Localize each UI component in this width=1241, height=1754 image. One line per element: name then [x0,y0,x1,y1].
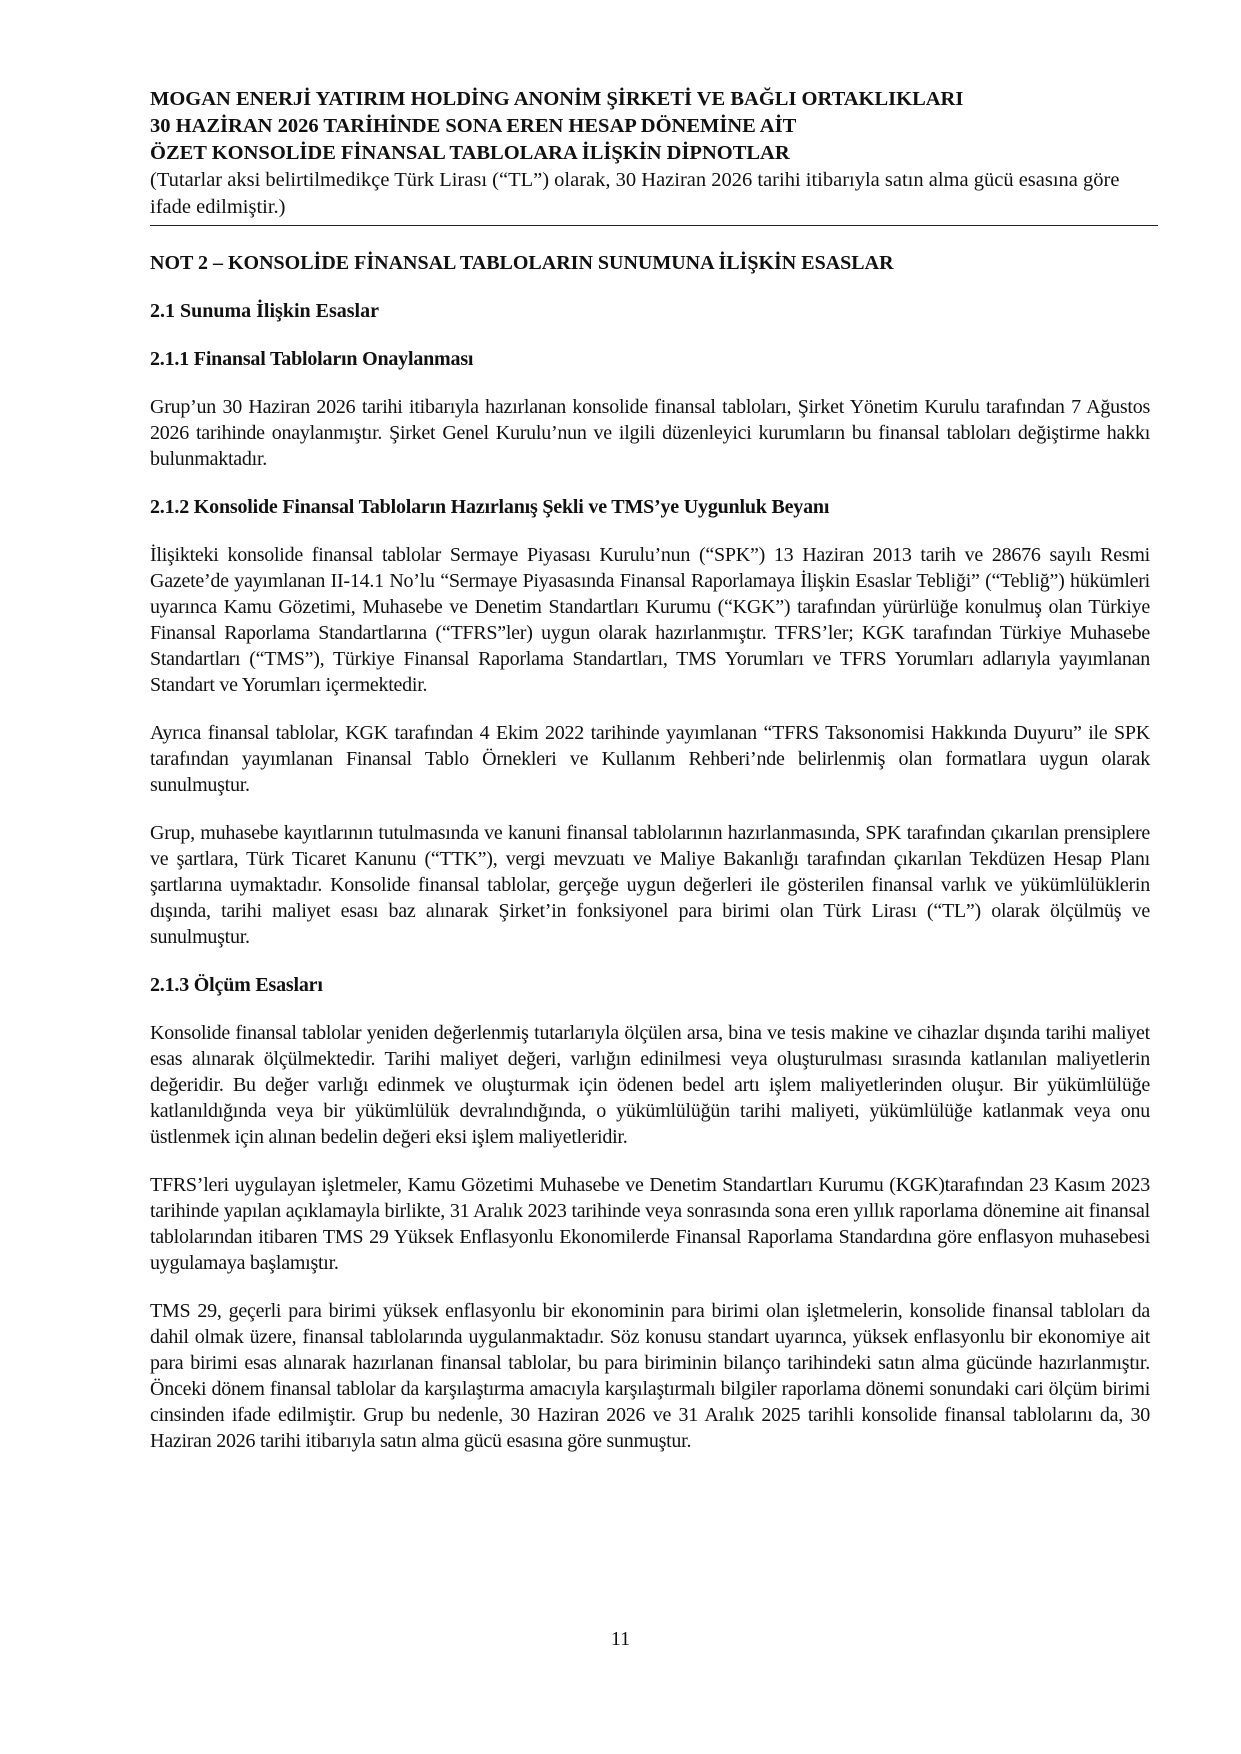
page-number: 11 [610,1628,631,1650]
paragraph: Grup’un 30 Haziran 2026 tarihi itibarıyla hazırlanan konsolide finansal tabloları, Şirket Yönetim Kurulu tarafından 7 Ağustos 2026 tarihinde onaylanmıştır. Şirket Genel Kurulu’nun ve ilgili düzenleyici kurumların bu finansal tabloları değiştirme hakkı bulunmaktadır. [150,396,1150,470]
paragraph: TMS 29, geçerli para birimi yüksek enflasyonlu bir ekonominin para birimi olan işletmelerin, konsolide finansal tabloları da dahil olmak üzere, finansal tablolarında uygulanmaktadır. Söz konusu standart uyarınca, yüksek enflasyonlu bir ekonomiye ait para birimi esas alınarak hazırlanan finansal tablolar, bu para biriminin bilanço tarihindeki satın alma gücünde hazırlanmıştır. Önceki dönem finansal tablolar da karşılaştırma amacıyla karşılaştırmalı bilgiler raporlama dönemi sonundaki cari ölçüm birimi cinsinden ifade edilmiştir. Grup bu nedenle, 30 Haziran 2026 ve 31 Aralık 2025 tarihli konsolide finansal tablolarını da, 30 Haziran 2026 tarihi itibarıyla satın alma gücü esasına göre sunmuştur. [150,1300,1150,1452]
company-title: MOGAN ENERJİ YATIRIM HOLDİNG ANONİM ŞİRKETİ VE BAĞLI ORTAKLIKLARI [150,88,964,110]
paragraph: İlişikteki konsolide finansal tablolar Sermaye Piyasası Kurulu’nun (“SPK”) 13 Haziran 2013 tarih ve 28676 sayılı Resmi Gazete’de yayımlanan II-14.1 No’lu “Sermaye Piyasasında Finansal Raporlamaya İlişkin Esaslar Tebliği” (“Tebliğ”) hükümleri uyarınca Kamu Gözetimi, Muhasebe ve Denetim Standartları Kurumu (“KGK”) tarafından yürürlüğe konulmuş olan Türkiye Finansal Raporlama Standartlarına (“TFRS”ler) uygun olarak hazırlanmıştır. TFRS’ler; KGK tarafından Türkiye Muhasebe Standartları (“TMS”), Türkiye Finansal Raporlama Standartları, TMS Yorumları ve TFRS Yorumları adlarıyla yayımlanan Standart ve Yorumları içermektedir. [150,544,1150,696]
paragraph: Ayrıca finansal tablolar, KGK tarafından 4 Ekim 2022 tarihinde yayımlanan “TFRS Taksonomisi Hakkında Duyuru” ile SPK tarafından yayımlanan Finansal Tablo Örnekleri ve Kullanım Rehberi’nde belirlenmiş olan formatlara uygun olarak sunulmuştur. [150,722,1150,796]
paragraph: Grup, muhasebe kayıtlarının tutulmasında ve kanuni finansal tablolarının hazırlanmasında, SPK tarafından çıkarılan prensiplere ve şartlara, Türk Ticaret Kanunu (“TTK”), vergi mevzuatı ve Maliye Bakanlığı tarafından çıkarılan Tekdüzen Hesap Planı şartlarına uymaktadır. Konsolide finansal tablolar, gerçeğe uygun değerleri ile gösterilen finansal varlık ve yükümlülüklerin dışında, tarihi maliyet esası baz alınarak Şirket’in fonksiyonel para birimi olan Türk Lirası (“TL”) olarak ölçülmüş ve sunulmuştur. [150,822,1150,948]
paragraph: Konsolide finansal tablolar yeniden değerlenmiş tutarlarıyla ölçülen arsa, bina ve tesis makine ve cihazlar dışında tarihi maliyet esas alınarak ölçülmektedir. Tarihi maliyet değeri, varlığın edinilmesi veya oluşturulması sırasında katlanılan maliyetlerin değeridir. Bu değer varlığı edinmek ve oluşturmak için ödenen bedel artı işlem maliyetlerinden oluşur. Bir yükümlülüğe katlanıldığında veya bir yükümlülük devralındığında, o yükümlülüğün tarihi maliyeti, yükümlülüğe katlanmak veya onu üstlenmek için alınan bedelin değeri eksi işlem maliyetleridir. [150,1022,1150,1148]
currency-note: (Tutarlar aksi belirtilmedikçe Türk Lirası (“TL”) olarak, 30 Haziran 2026 tarihi itibarıyla satın alma gücü esasına göre ifade edilmiştir.) [150,169,1120,218]
document-page [150,86,1150,1454]
page-header [150,86,1150,226]
period-title: 30 HAZİRAN 2026 TARİHİNDE SONA EREN HESAP DÖNEMİNE AİT [150,115,797,137]
notes-title: ÖZET KONSOLİDE FİNANSAL TABLOLARA İLİŞKİN DİPNOTLAR [150,142,790,164]
paragraph: TFRS’leri uygulayan işletmeler, Kamu Gözetimi Muhasebe ve Denetim Standartları Kurumu (KGK)tarafından 23 Kasım 2023 tarihinde yapılan açıklamayla birlikte, 31 Aralık 2023 tarihinde veya sonrasında sona eren yıllık raporlama dönemine ait finansal tablolarından itibaren TMS 29 Yüksek Enflasyonlu Ekonomilerde Finansal Raporlama Standardına göre enflasyon muhasebesi uygulamaya başlamıştır. [150,1174,1150,1274]
section-heading-2-1-1: 2.1.1 Finansal Tabloların Onaylanması [150,348,474,370]
section-heading-2-1: 2.1 Sunuma İlişkin Esaslar [150,300,379,322]
note-heading: NOT 2 – KONSOLİDE FİNANSAL TABLOLARIN SUNUMUNA İLİŞKİN ESASLAR [150,252,894,274]
section-heading-2-1-2: 2.1.2 Konsolide Finansal Tabloların Hazırlanış Şekli ve TMS’ye Uygunluk Beyanı [150,496,830,518]
section-heading-2-1-3: 2.1.3 Ölçüm Esasları [150,974,323,996]
header-divider [150,225,1158,226]
